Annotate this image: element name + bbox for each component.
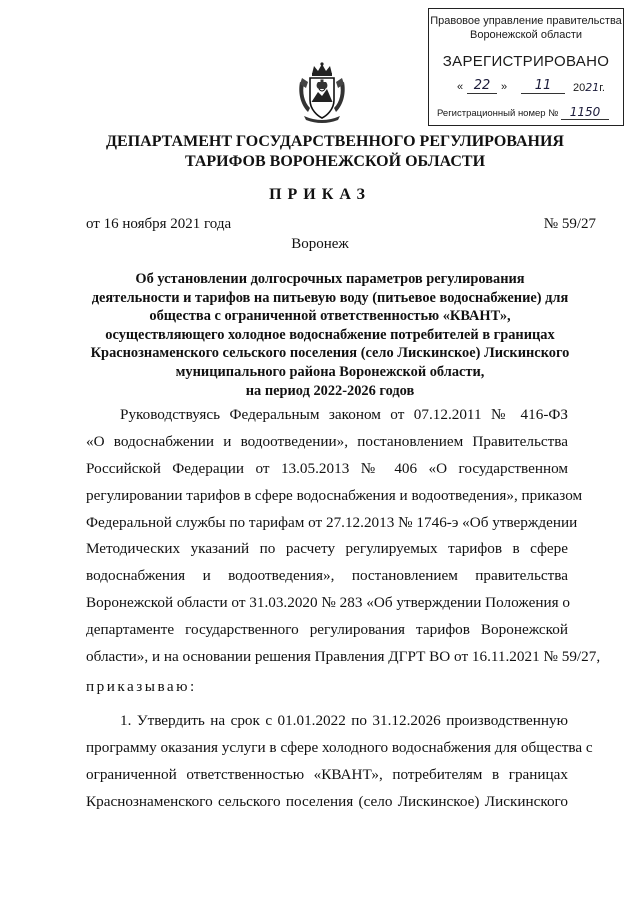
stamp-year-suffix-handwritten: 21 <box>585 81 600 94</box>
stamp-quote-open: « <box>457 81 464 93</box>
subject-line: на период 2022-2026 годов <box>245 382 415 399</box>
stamp-reg-number-handwritten: 1150 <box>561 105 609 120</box>
stamp-year <box>573 81 605 94</box>
item-line: 1. Утвердить на срок с 01.01.2022 по 31.12.2026 производственную <box>120 712 568 729</box>
subject-line: осуществляющего холодное водоснабжение потребителей в границах <box>105 326 555 343</box>
stamp-month-handwritten: 11 <box>521 78 565 94</box>
order-subject <box>70 270 590 400</box>
subject-line: общества с ограниченной ответственностью «КВАНТ», <box>149 308 511 325</box>
stamp-org-line1: Правовое управление правительства <box>430 15 622 27</box>
department-title-line2: ТАРИФОВ ВОРОНЕЖСКОЙ ОБЛАСТИ <box>184 153 486 170</box>
preamble-line: Российской Федерации от 13.05.2013 № 406 «О государственном <box>86 459 568 477</box>
order-number: № 59/27 <box>543 216 596 232</box>
item-line: программу оказания услуги в сфере холодного водоснабжения для общества с <box>86 738 593 756</box>
registration-stamp <box>428 8 624 126</box>
preamble-line: области», и на основании решения Правления ДГРТ ВО от 16.11.2021 № 59/27, <box>86 648 601 666</box>
stamp-year-unit: г. <box>599 82 605 94</box>
item-line: Краснознаменского сельского поселения (село Лискинское) Лискинского <box>86 792 568 810</box>
stamp-quote-close: » <box>501 81 508 93</box>
preamble-line: регулировании тарифов в сфере водоснабжения и водоотведения», приказом <box>86 486 583 504</box>
order-date: от 16 ноября 2021 года <box>86 216 232 232</box>
document-type-title: ПРИКАЗ <box>269 186 371 203</box>
stamp-year-prefix: 20 <box>573 82 586 94</box>
preamble-line: Методических указаний по расчету регулируемых тарифов в сфере <box>86 540 568 558</box>
order-city: Воронеж <box>291 236 349 252</box>
stamp-organization <box>429 14 623 42</box>
preamble-line: Руководствуясь Федеральным законом от 07.12.2011 № 416-ФЗ <box>120 406 568 423</box>
preamble-paragraph <box>86 402 601 671</box>
preamble-line: водоснабжения и водоотведения», постановлением правительства <box>86 567 568 585</box>
preamble-line: «О водоснабжении и водоотведении», постановлением Правительства <box>86 432 568 450</box>
preamble-line: Воронежской области от 31.03.2020 № 283 «Об утверждении Положения о <box>86 594 570 612</box>
subject-line: деятельности и тарифов на питьевую воду (питьевое водоснабжение) для <box>91 289 569 306</box>
stamp-registered-label: ЗАРЕГИСТРИРОВАНО <box>442 53 610 70</box>
item-line: ограниченной ответственностью «КВАНТ», потребителям в границах <box>86 765 568 783</box>
stamp-org-line2: Воронежской области <box>469 29 582 41</box>
subject-line: муниципального района Воронежской области, <box>175 363 485 380</box>
voronezh-coat-of-arms-icon <box>296 62 348 124</box>
department-title-line1: ДЕПАРТАМЕНТ ГОСУДАРСТВЕННОГО РЕГУЛИРОВАНИЯ <box>106 133 564 150</box>
stamp-date <box>449 78 615 97</box>
stamp-day-handwritten: 22 <box>467 78 497 94</box>
subject-line: Краснознаменского сельского поселения (село Лискинское) Лискинского <box>90 345 570 362</box>
order-word: приказываю: <box>86 678 197 695</box>
stamp-reg-number <box>437 105 615 120</box>
department-title <box>40 132 630 172</box>
stamp-reg-number-label: Регистрационный номер № <box>437 108 559 119</box>
preamble-line: департаменте государственного регулирования тарифов Воронежской <box>86 621 568 639</box>
subject-line: Об установлении долгосрочных параметров регулирования <box>135 271 525 287</box>
preamble-line: Федеральной службы по тарифам от 27.12.2013 № 1746-э «Об утверждении <box>86 513 578 531</box>
order-item-1 <box>86 708 593 816</box>
